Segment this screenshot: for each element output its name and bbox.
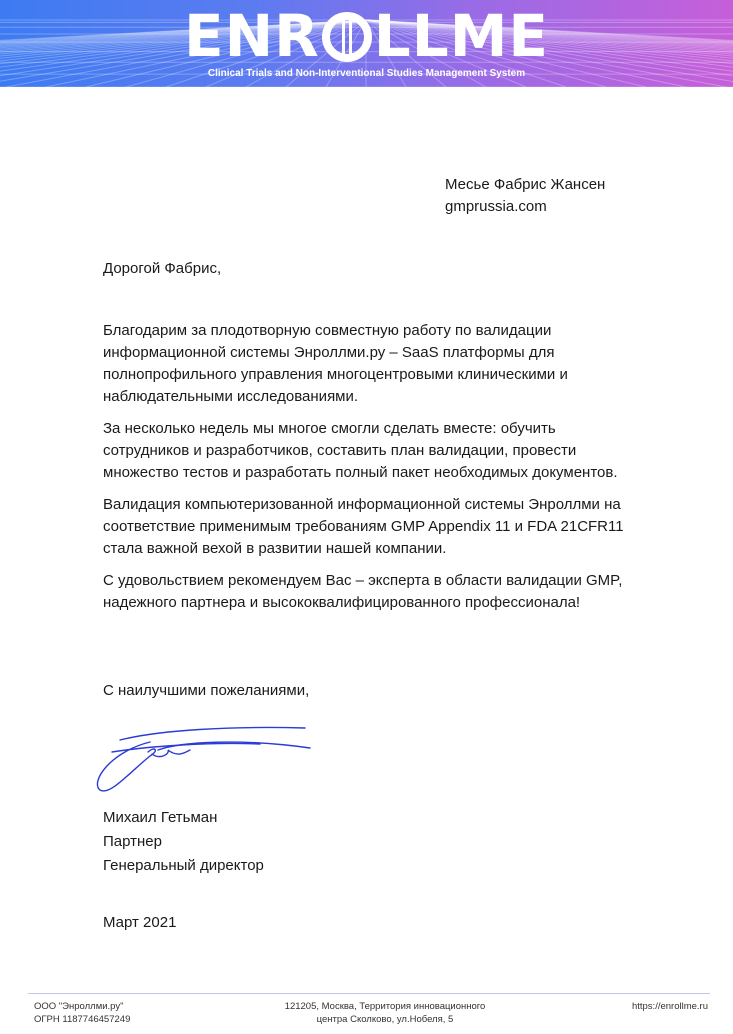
logo-tagline: Clinical Trials and Non-Interventional Studies Management System (207, 68, 526, 79)
footer-ogrn: ОГРН 1187746457249 (34, 1014, 131, 1025)
paragraph: Благодарим за плодотворную совместную работу по валидации информационной системы Энроллми.ру – SaaS платформы для полнопрофильного управления многоцентровыми клиническими и наблюдательными исследованиями. (103, 322, 568, 405)
letter-date: Март 2021 (103, 914, 177, 931)
footer-website-link[interactable]: https://enrollme.ru (631, 1001, 708, 1012)
footer-divider (28, 993, 710, 994)
paragraph: Валидация компьютеризованной информационной системы Энроллми на соответствие применимым требованиям GMP Appendix 11 и FDA 21CFR11 стала важной вехой в развитии нашей компании. (103, 496, 624, 557)
closing-line: С наилучшими пожеланиями, (103, 682, 310, 699)
paragraph: С удовольствием рекомендуем Вас – эксперта в области валидации GMP, надежного партнера и высококвалифицированного профессионала! (103, 572, 623, 611)
signer-block (103, 806, 264, 878)
signer-name: Михаил Гетьман (103, 809, 218, 826)
enrollme-logo (0, 2, 733, 70)
recipient-name: Месье Фабрис Жансен (445, 176, 606, 193)
handwritten-signature (90, 712, 330, 802)
signer-role: Партнер (103, 833, 162, 850)
paragraph: За несколько недель мы многое смогли сделать вместе: обучить сотрудников и разработчиков, составить план валидации, провести множество тестов и разработать полный пакет необходимых документов. (103, 420, 618, 481)
logo-text-right: LLME (373, 2, 550, 70)
logo-text-left: ENR (183, 2, 320, 70)
letterhead-banner (0, 0, 733, 87)
letter-body (103, 320, 643, 624)
footer-address (240, 1000, 530, 1026)
signer-title: Генеральный директор (103, 857, 264, 874)
recipient-site: gmprussia.com (445, 198, 547, 215)
footer-company (34, 1000, 130, 1026)
footer-company-name: ООО "Энроллми.ру" (34, 1001, 124, 1012)
greeting: Дорогой Фабрис, (103, 260, 222, 277)
recipient-block (445, 174, 605, 218)
logo-ring-icon (322, 12, 372, 62)
footer-address-line: 121205, Москва, Территория инновационного (284, 1001, 486, 1012)
footer-address-line: центра Сколково, ул.Нобеля, 5 (316, 1014, 454, 1025)
